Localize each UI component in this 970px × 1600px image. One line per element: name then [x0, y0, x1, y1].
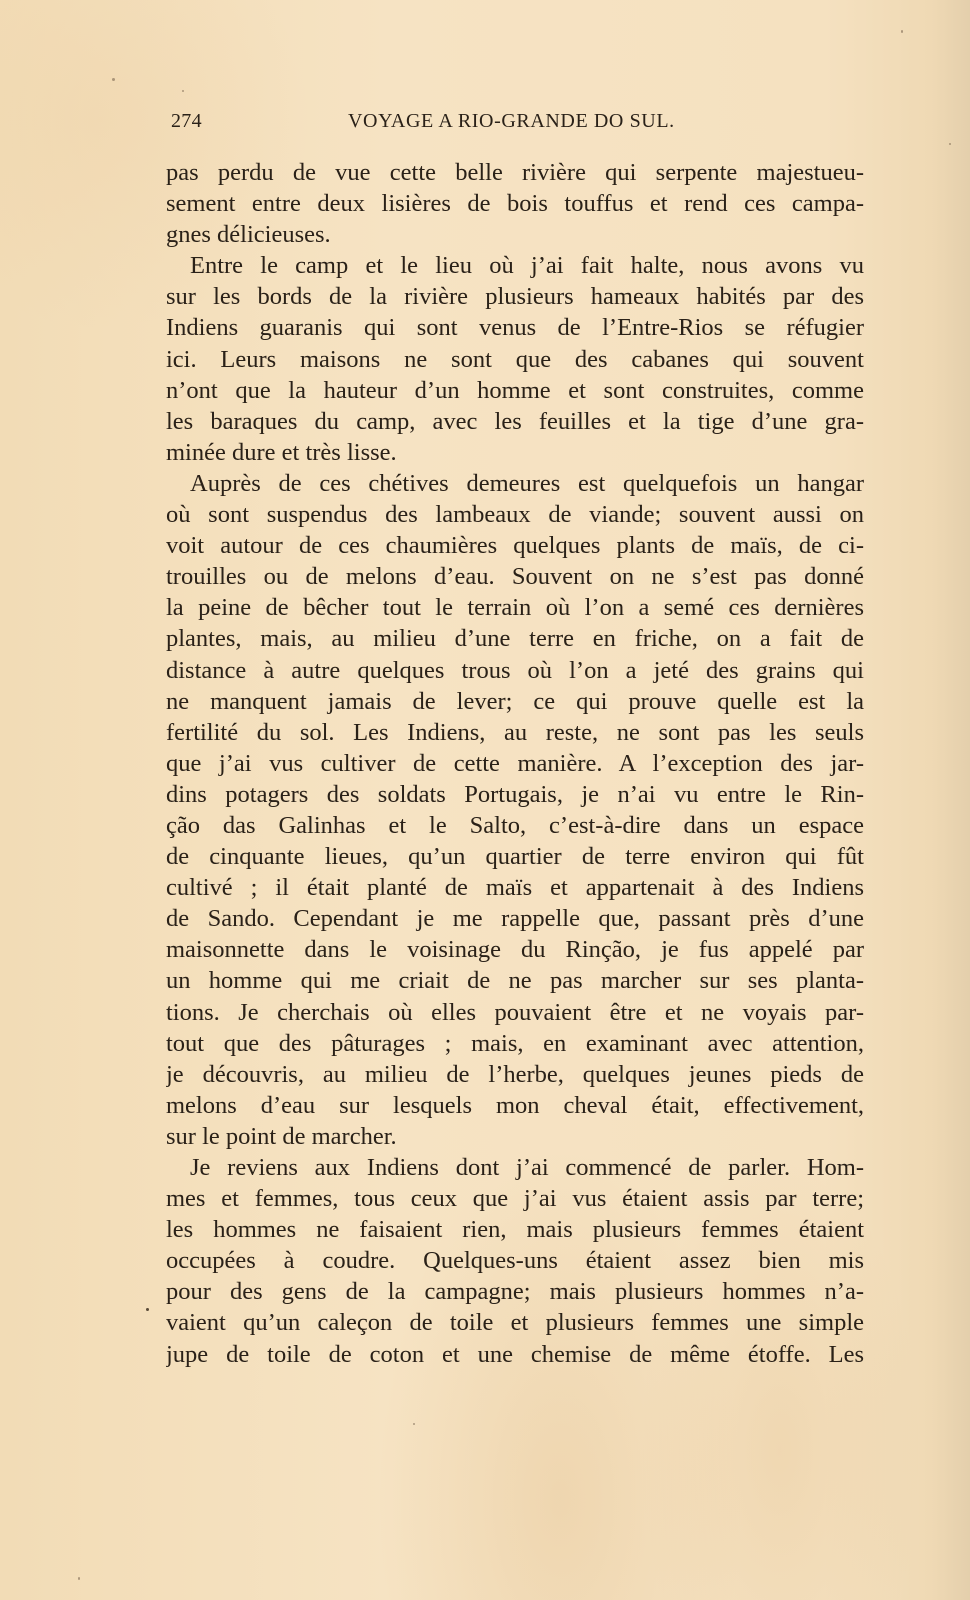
text-line: melons d’eau sur lesquels mon cheval était, effectivement,: [166, 1091, 864, 1119]
text-line: tout que des pâturages ; mais, en examinant avec attention,: [166, 1029, 864, 1057]
text-line: de cinquante lieues, qu’un quartier de terre environ qui fût: [166, 843, 864, 871]
paragraph: [166, 1152, 864, 1370]
text-line: où sont suspendus des lambeaux de viande; souvent aussi on: [166, 501, 864, 529]
body-text: [166, 157, 864, 1370]
paper-speck: [112, 78, 115, 81]
running-title: VOYAGE A RIO-GRANDE DO SUL.: [348, 110, 675, 132]
paragraph: [166, 250, 864, 468]
text-line: je découvris, au milieu de l’herbe, quelques jeunes pieds de: [166, 1060, 864, 1088]
text-line: Indiens guaranis qui sont venus de l’Entre-Rios se réfugier: [166, 314, 864, 342]
paragraph: [166, 157, 864, 250]
paper-speck: [949, 143, 951, 145]
text-line: minée dure et très lisse.: [166, 438, 397, 466]
text-line: voit autour de ces chaumières quelques plants de maïs, de ci-: [166, 532, 864, 560]
margin-mark: [146, 1308, 149, 1311]
text-line: cultivé ; il était planté de maïs et appartenait à des Indiens: [166, 874, 864, 902]
text-line: ção das Galinhas et le Salto, c’est-à-dire dans un espace: [166, 811, 864, 839]
text-line: tions. Je cherchais où elles pouvaient être et ne voyais par-: [166, 998, 864, 1026]
text-line: Entre le camp et le lieu où j’ai fait halte, nous avons vu: [190, 252, 864, 280]
text-line: plantes, mais, au milieu d’une terre en friche, on a fait de: [166, 625, 864, 653]
text-line: de Sando. Cependant je me rappelle que, passant près d’une: [166, 905, 864, 933]
text-line: ne manquent jamais de lever; ce qui prouve quelle est la: [166, 687, 864, 715]
text-line: pas perdu de vue cette belle rivière qui serpente majestueu-: [166, 159, 864, 186]
text-line: sur le point de marcher.: [166, 1122, 397, 1150]
paper-speck: [413, 1423, 415, 1425]
text-line: les baraques du camp, avec les feuilles et la tige d’une gra-: [166, 407, 864, 435]
text-line: pour des gens de la campagne; mais plusieurs hommes n’a-: [166, 1278, 864, 1306]
paragraph: [166, 468, 864, 1152]
text-line: que j’ai vus cultiver de cette manière. A l’exception des jar-: [166, 749, 864, 777]
paper-speck: [901, 30, 903, 33]
text-line: fertilité du sol. Les Indiens, au reste, ne sont pas les seuls: [166, 718, 864, 746]
text-line: Je reviens aux Indiens dont j’ai commencé de parler. Hom-: [190, 1154, 864, 1181]
text-line: distance à autre quelques trous où l’on a jeté des grains qui: [166, 656, 864, 684]
text-line: un homme qui me criait de ne pas marcher sur ses planta-: [166, 967, 864, 995]
text-line: sur les bords de la rivière plusieurs hameaux habités par des: [166, 283, 864, 311]
text-line: maisonnette dans le voisinage du Rinção, je fus appelé par: [166, 936, 864, 964]
paper-speck: [78, 1577, 80, 1580]
text-line: gnes délicieuses.: [166, 221, 331, 249]
text-line: mes et femmes, tous ceux que j’ai vus étaient assis par terre;: [166, 1185, 864, 1213]
text-line: sement entre deux lisières de bois touffus et rend ces campa-: [166, 190, 864, 218]
text-line: dins potagers des soldats Portugais, je n’ai vu entre le Rin-: [166, 780, 864, 808]
text-line: jupe de toile de coton et une chemise de même étoffe. Les: [166, 1340, 864, 1368]
text-line: vaient qu’un caleçon de toile et plusieurs femmes une simple: [166, 1309, 864, 1337]
text-line: la peine de bêcher tout le terrain où l’on a semé ces dernières: [166, 594, 864, 622]
text-line: les hommes ne faisaient rien, mais plusieurs femmes étaient: [166, 1216, 864, 1244]
paper-speck: [182, 90, 184, 92]
text-line: trouilles ou de melons d’eau. Souvent on ne s’est pas donné: [166, 563, 864, 591]
text-line: ici. Leurs maisons ne sont que des cabanes qui souvent: [166, 345, 864, 373]
text-line: Auprès de ces chétives demeures est quelquefois un hangar: [190, 469, 864, 497]
running-head: [168, 110, 864, 138]
text-line: n’ont que la hauteur d’un homme et sont construites, comme: [166, 376, 864, 404]
text-line: occupées à coudre. Quelques-uns étaient assez bien mis: [166, 1247, 864, 1275]
page-number: 274: [171, 110, 202, 132]
